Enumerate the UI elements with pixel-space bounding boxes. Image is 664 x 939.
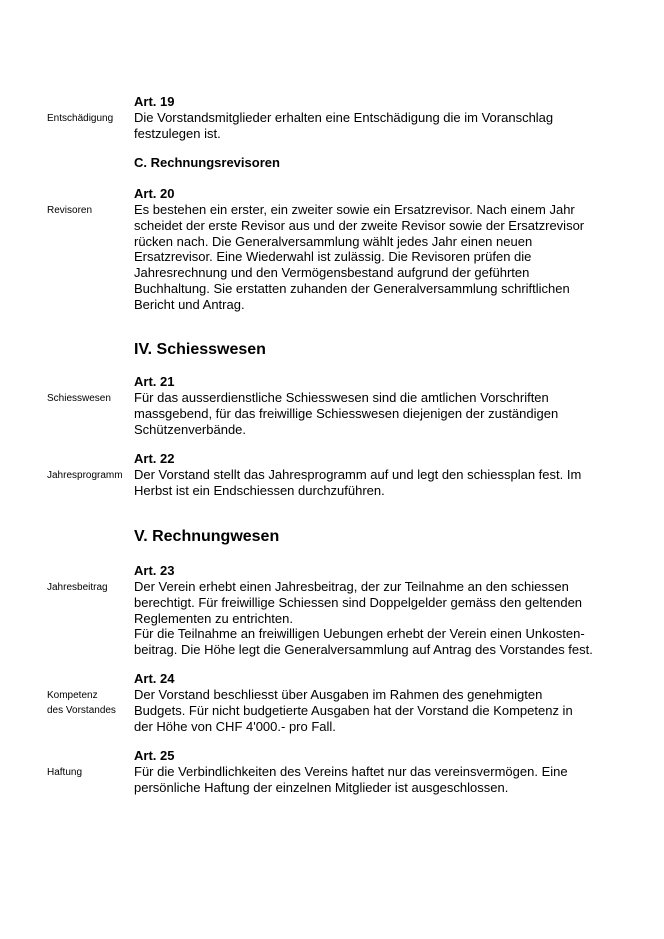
article-24-margin-label-line-1: Kompetenz: [47, 690, 98, 701]
article-25-text: [134, 764, 604, 796]
article-21-text: [134, 390, 604, 437]
article-19-text: [134, 110, 604, 142]
text-line: berechtigt. Für freiwillige Schiessen sind Doppelgelder gemäss den geltenden: [134, 594, 583, 610]
section-iv-heading: IV. Schiesswesen: [134, 341, 266, 358]
section-v-heading: V. Rechnungwesen: [134, 528, 280, 545]
text-line: persönliche Haftung der einzelnen Mitglieder ist ausgeschlossen.: [134, 779, 509, 795]
article-24-heading: Art. 24: [134, 671, 175, 686]
article-23-text: [134, 579, 604, 658]
text-line: Schützenverbände.: [134, 421, 247, 437]
text-line: Für die Verbindlichkeiten des Vereins haftet nur das vereinsvermögen. Eine: [134, 764, 568, 779]
article-22-text: [134, 467, 604, 499]
article-24-text: [134, 687, 604, 734]
article-20-text: [134, 202, 604, 313]
article-24-margin-label-line-2: des Vorstandes: [47, 705, 116, 716]
text-line: Herbst ist ein Endschiessen durchzuführen.: [134, 482, 385, 498]
text-line: scheidet der erste Revisor aus und der zweite Revisor sowie der Ersatzrevisor: [134, 217, 585, 233]
text-line: Der Vorstand stellt das Jahresprogramm auf und legt den schiessplan fest. Im: [134, 467, 582, 482]
text-line: Für die Teilnahme an freiwilligen Uebungen erhebt der Verein einen Unkosten-: [134, 626, 585, 642]
text-line: beitrag. Die Höhe legt die Generalversammlung auf Antrag des Vorstandes fest.: [134, 642, 593, 658]
text-line: Reglementen zu entrichten.: [134, 610, 293, 626]
article-23-heading: Art. 23: [134, 563, 175, 578]
text-line: Es bestehen ein erster, ein zweiter sowie ein Ersatzrevisor. Nach einem Jahr: [134, 202, 575, 217]
article-23-margin-label: Jahresbeitrag: [47, 582, 108, 593]
article-25-margin-label: Haftung: [47, 767, 83, 778]
text-line: rücken nach. Die Generalversammlung wählt jedes Jahr einen neuen: [134, 233, 533, 249]
subsection-c-heading: C. Rechnungsrevisoren: [134, 155, 280, 170]
article-19-margin-label: Entschädigung: [47, 113, 114, 124]
article-21-heading: Art. 21: [134, 374, 175, 389]
article-19-heading: Art. 19: [134, 94, 175, 109]
text-line: massgebend, für das freiwillige Schiesswesen diejenigen der zuständigen: [134, 405, 559, 421]
article-22-heading: Art. 22: [134, 451, 175, 466]
text-line: Der Vorstand beschliesst über Ausgaben im Rahmen des genehmigten: [134, 687, 543, 702]
article-21-margin-label: Schiesswesen: [47, 393, 111, 404]
article-20-heading: Art. 20: [134, 186, 175, 201]
article-25-heading: Art. 25: [134, 748, 175, 763]
text-line: Der Verein erhebt einen Jahresbeitrag, der zur Teilnahme an den schiessen: [134, 579, 569, 594]
text-line: festzulegen ist.: [134, 125, 221, 141]
text-line: Budgets. Für nicht budgetierte Ausgaben hat der Vorstand die Kompetenz in: [134, 702, 573, 718]
text-line: Die Vorstandsmitglieder erhalten eine Entschädigung die im Voranschlag: [134, 110, 554, 125]
article-22-margin-label: Jahresprogramm: [47, 470, 123, 481]
text-line: Bericht und Antrag.: [134, 296, 245, 312]
text-line: Jahresrechnung und den Vermögensbestand aufgrund der geführten: [134, 265, 530, 281]
article-20-margin-label: Revisoren: [47, 205, 93, 216]
text-line: Für das ausserdienstliche Schiesswesen sind die amtlichen Vorschriften: [134, 390, 549, 405]
text-line: Buchhaltung. Sie erstatten zuhanden der Generalversammlung schriftlichen: [134, 280, 570, 296]
text-line: der Höhe von CHF 4'000.- pro Fall.: [134, 718, 336, 734]
text-line: Ersatzrevisor. Eine Wiederwahl ist zulässig. Die Revisoren prüfen die: [134, 249, 532, 265]
